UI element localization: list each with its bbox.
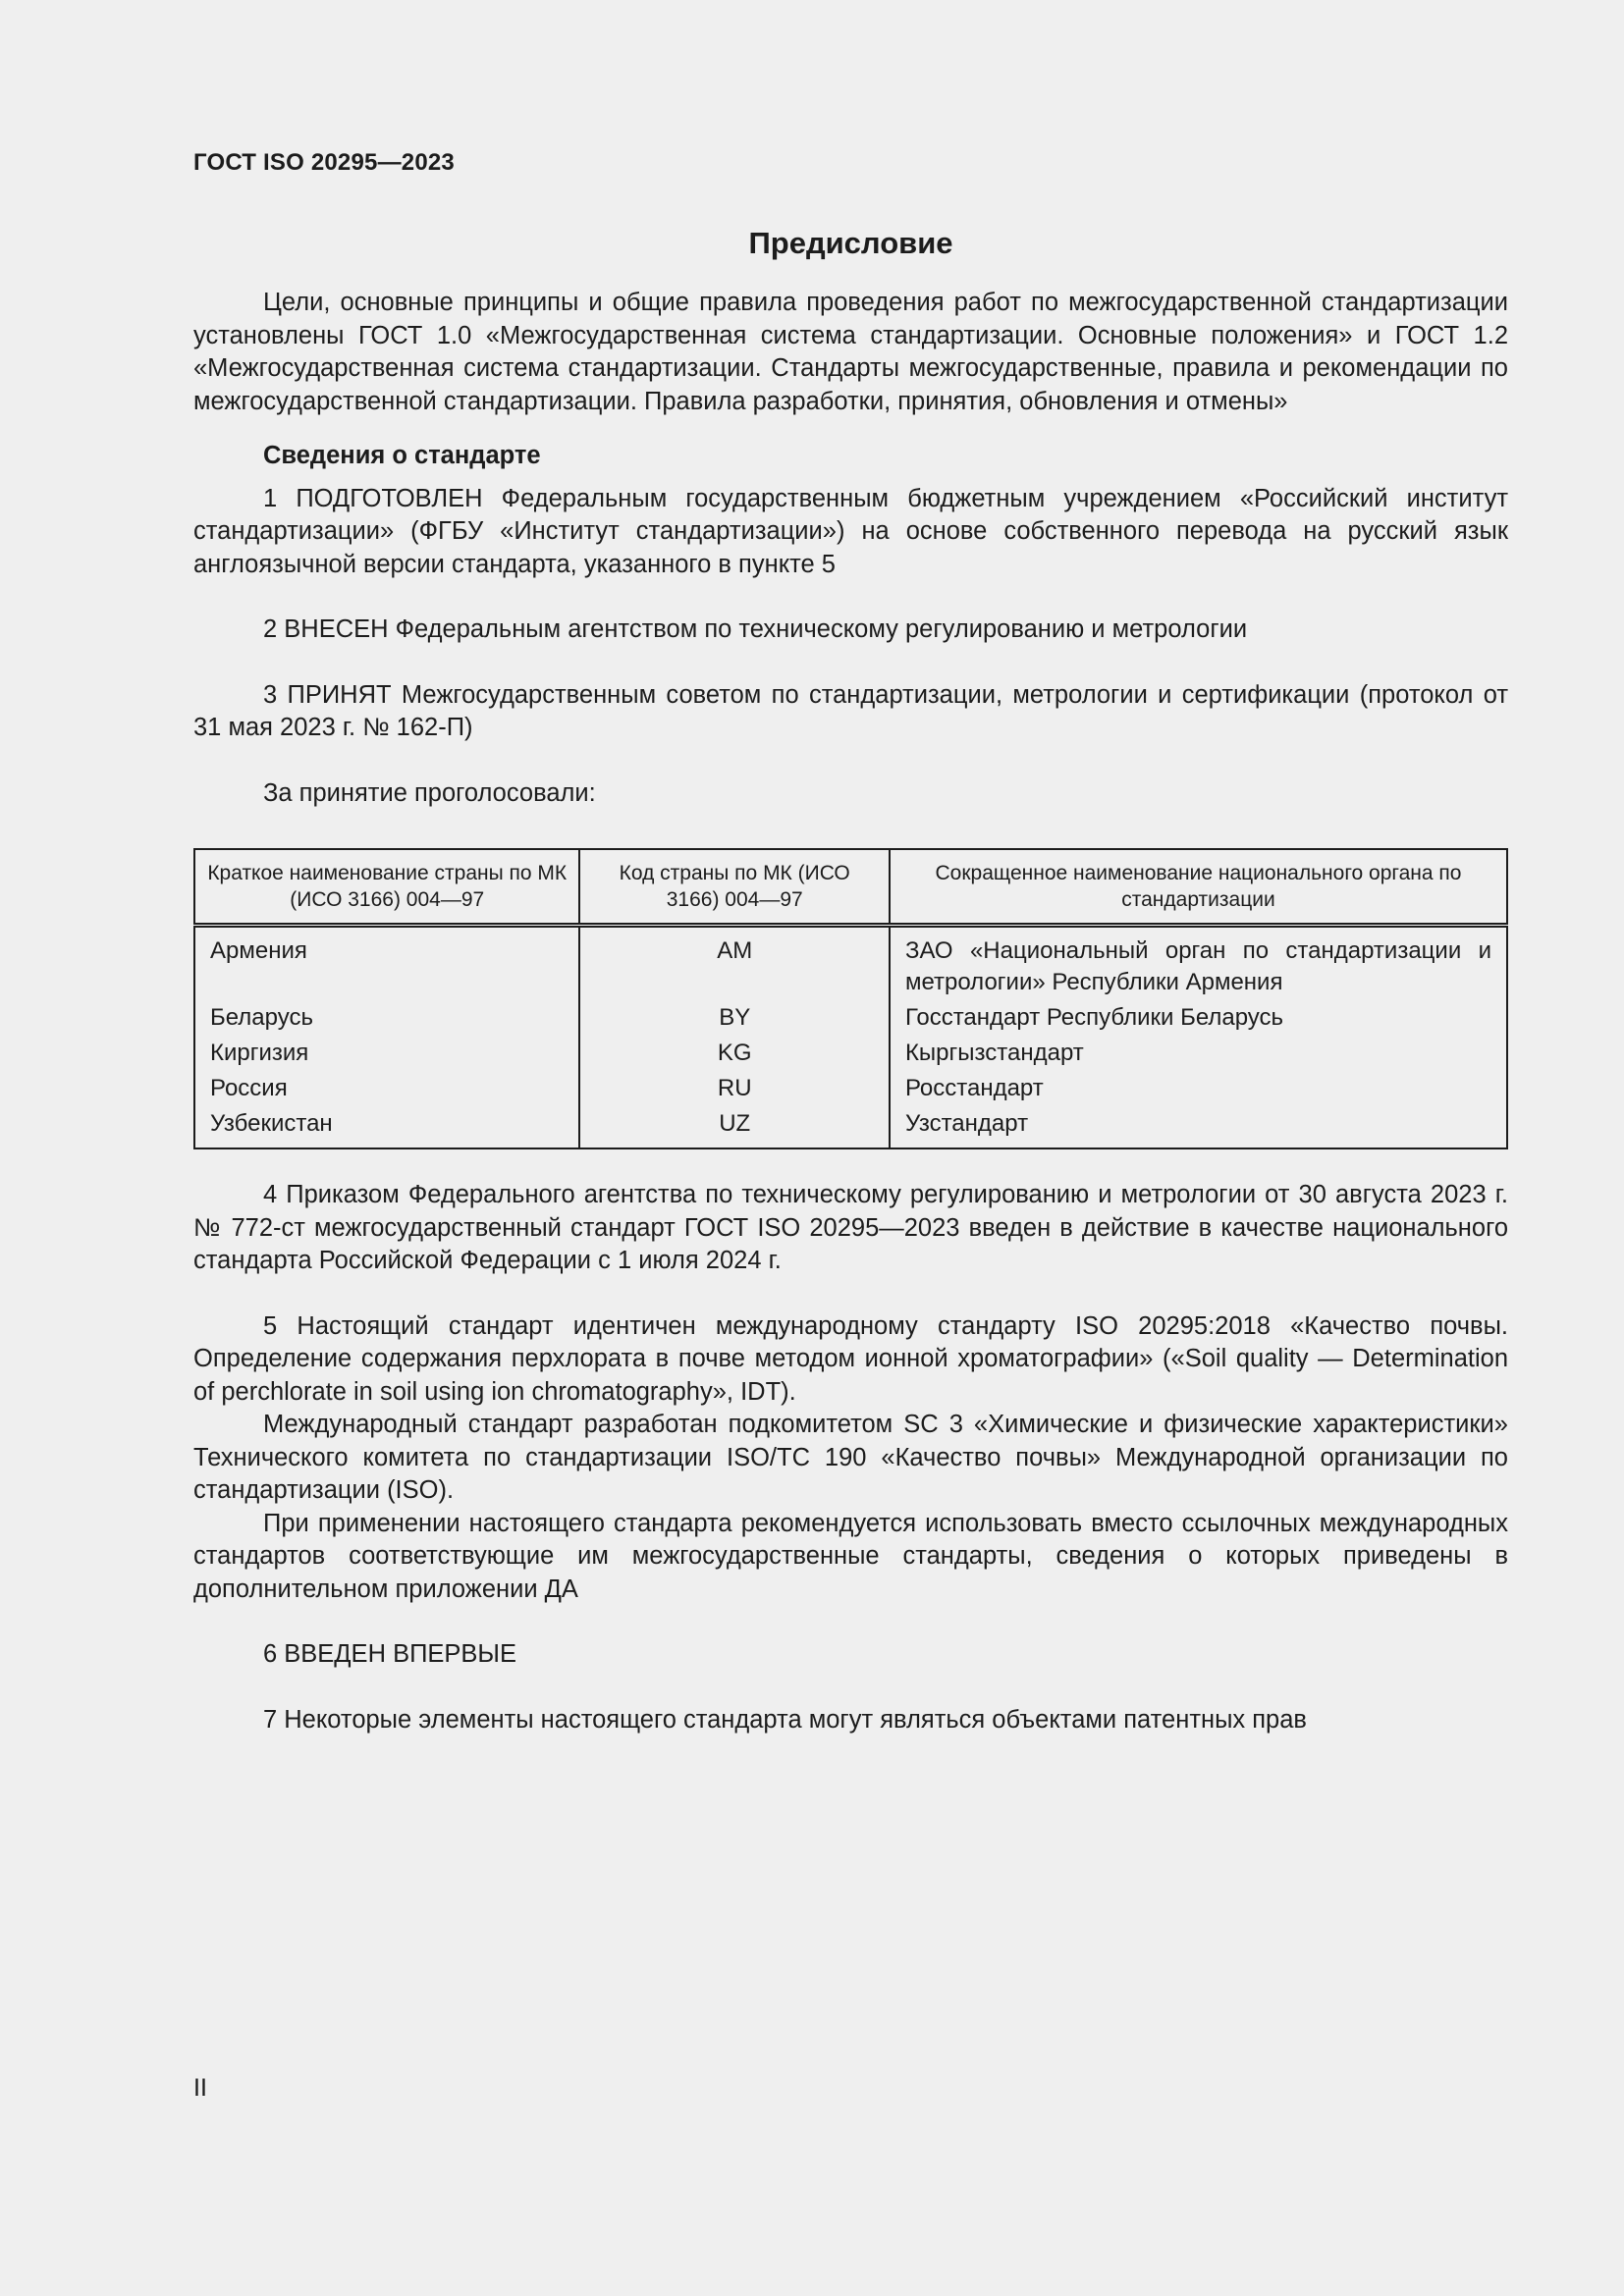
code-cell: RU — [579, 1071, 889, 1106]
country-cell: Узбекистан — [194, 1106, 579, 1148]
org-cell: Узстандарт — [890, 1106, 1507, 1148]
item-5-paragraph: 5 Настоящий стандарт идентичен международному стандарту ISO 20295:2018 «Качество почвы. Определение содержания перхлората в почве методом ионной хроматографии» («Soil quality — Determination of perchlorate in soil using ion chromatography», IDT). — [193, 1311, 1508, 1406]
org-cell: ЗАО «Национальный орган по стандартизации и метрологии» Республики Армения — [890, 926, 1507, 1001]
table-header-code: Код страны по МК (ИСО 3166) 004—97 — [579, 849, 889, 926]
org-cell: Госстандарт Республики Беларусь — [890, 1000, 1507, 1036]
country-cell: Киргизия — [194, 1036, 579, 1071]
code-cell: BY — [579, 1000, 889, 1036]
table-row — [194, 1071, 1507, 1106]
intro-paragraph: Цели, основные принципы и общие правила проведения работ по межгосударственной стандартизации установлены ГОСТ 1.0 «Межгосударственная система стандартизации. Основные положения» и ГОСТ 1.2 «Межгосударственная система стандартизации. Стандарты межгосударственные, правила и рекомендации по межгосударственной стандартизации. Правила разработки, принятия, обновления и отмены» — [193, 289, 1508, 415]
page-number: II — [193, 2074, 207, 2102]
item-3-paragraph: 3 ПРИНЯТ Межгосударственным советом по стандартизации, метрологии и сертификации (протокол от 31 мая 2023 г. № 162-П) — [193, 680, 1508, 741]
code-cell: AM — [579, 926, 889, 1001]
document-id-header: ГОСТ ISO 20295—2023 — [193, 149, 455, 176]
code-cell: UZ — [579, 1106, 889, 1148]
table-header-country: Краткое наименование страны по МК (ИСО 3166) 004—97 — [194, 849, 579, 926]
item-4-paragraph: 4 Приказом Федерального агентства по техническому регулированию и метрологии от 30 августа 2023 г. № 772-ст межгосударственный стандарт ГОСТ ISO 20295—2023 введен в действие в качестве национального стандарта Российской Федерации с 1 июля 2024 г. — [193, 1181, 1508, 1274]
country-cell: Россия — [194, 1071, 579, 1106]
table-row — [194, 1000, 1507, 1036]
table-header-org: Сокращенное наименование национального органа по стандартизации — [890, 849, 1507, 926]
vote-intro-paragraph: За принятие проголосовали: — [263, 778, 596, 807]
org-cell: Росстандарт — [890, 1071, 1507, 1106]
country-cell: Беларусь — [194, 1000, 579, 1036]
table-row — [194, 926, 1507, 1001]
country-cell: Армения — [194, 926, 579, 1001]
org-cell: Кыргызстандарт — [890, 1036, 1507, 1071]
table-header-row — [194, 849, 1507, 926]
foreword-content — [193, 222, 1508, 1736]
member-states-table — [193, 848, 1508, 1149]
item-5-reference-paragraph: При применении настоящего стандарта рекомендуется использовать вместо ссылочных международных стандартов соответствующие им межгосударственные стандарты, сведения о которых приведены в дополнительном приложении ДА — [193, 1509, 1508, 1603]
table-row — [194, 1036, 1507, 1071]
section-heading: Сведения о стандарте — [263, 442, 541, 469]
table-row — [194, 1106, 1507, 1148]
item-6-paragraph: 6 ВВЕДЕН ВПЕРВЫЕ — [263, 1640, 517, 1668]
code-cell: KG — [579, 1036, 889, 1071]
item-7-paragraph: 7 Некоторые элементы настоящего стандарта могут являться объектами патентных прав — [263, 1705, 1307, 1734]
item-5-committee-paragraph: Международный стандарт разработан подкомитетом SC 3 «Химические и физические характеристики» Технического комитета по стандартизации ISO/TC 190 «Качество почвы» Международной организации по стандартизации (ISO). — [193, 1411, 1508, 1504]
item-2-paragraph: 2 ВНЕСЕН Федеральным агентством по техническому регулированию и метрологии — [263, 615, 1248, 643]
item-1-paragraph: 1 ПОДГОТОВЛЕН Федеральным государственным бюджетным учреждением «Российский институт стандартизации» (ФГБУ «Институт стандартизации») на основе собственного перевода на русский язык англоязычной версии стандарта, указанного в пункте 5 — [193, 484, 1508, 578]
page-title: Предисловие — [748, 226, 953, 260]
